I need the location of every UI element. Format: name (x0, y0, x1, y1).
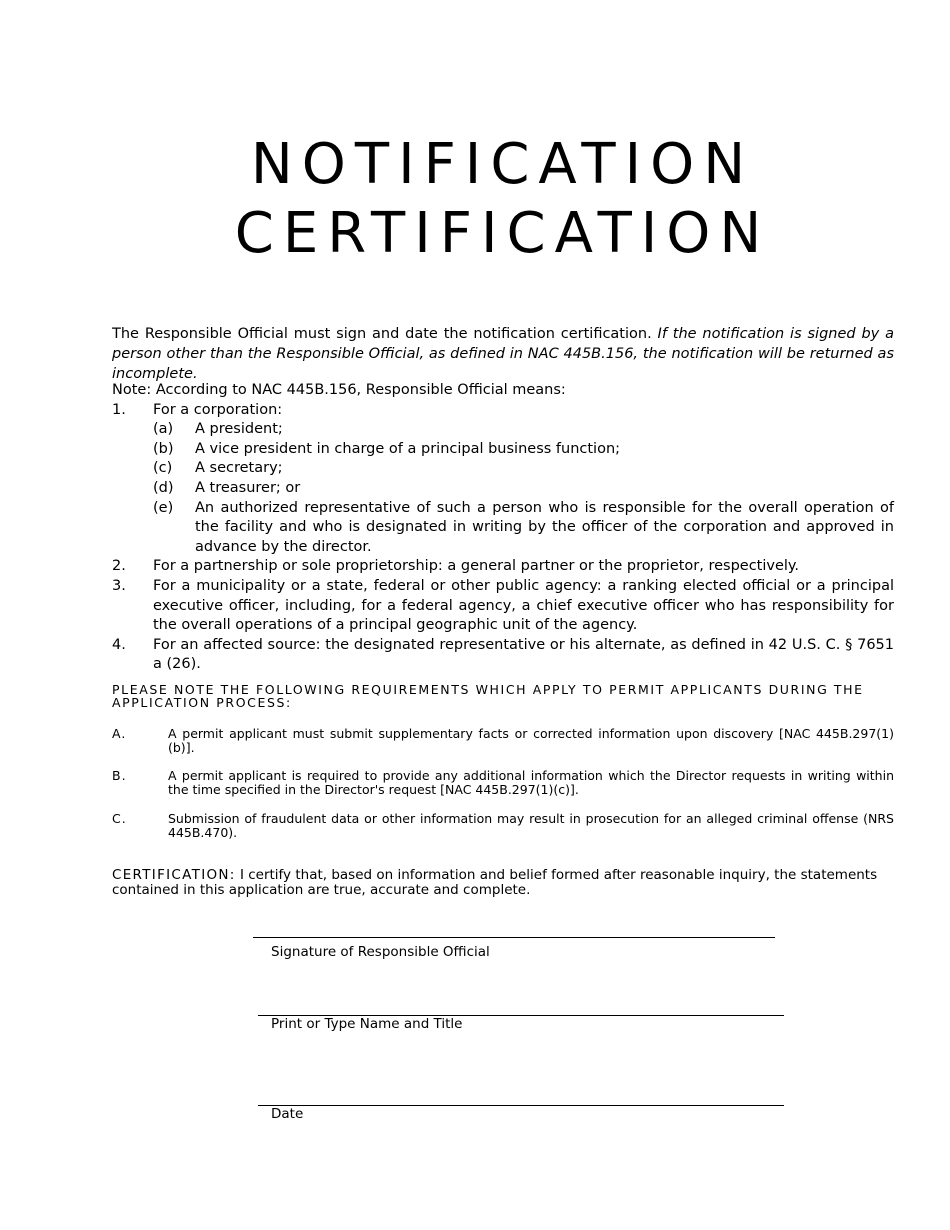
definition-subitem-e (153, 499, 894, 558)
definition-text: For a corporation: (153, 401, 283, 418)
definition-number: 2. (112, 558, 126, 575)
requirement-label: B. (112, 768, 127, 783)
intro-paragraph (112, 324, 894, 384)
requirement-label: C. (112, 811, 127, 826)
definition-number: 3. (112, 577, 126, 594)
note-heading: Note: According to NAC 445B.156, Responsible Official means: (112, 382, 566, 398)
definition-item-2 (112, 557, 894, 577)
definition-subitem-b (153, 440, 894, 460)
subitem-text: An authorized representative of such a person who is responsible for the overall operation of the facility and who is designated in writing by the officer of the corporation and approved in advance by the director. (195, 499, 894, 555)
subitem-letter: (c) (153, 460, 173, 477)
requirement-label: A. (112, 726, 127, 741)
subitem-letter: (b) (153, 440, 174, 457)
signature-line[interactable] (253, 937, 775, 938)
definition-text: For a partnership or sole proprietorship: a general partner or the proprietor, respectively. (153, 558, 800, 575)
name-title-label: Print or Type Name and Title (271, 1016, 463, 1032)
requirement-text: A permit applicant must submit supplementary facts or corrected information upon discovery [NAC 445B.297(1)(b)]. (168, 726, 894, 755)
definition-number: 1. (112, 401, 126, 418)
requirement-item-a (112, 727, 894, 755)
intro-plain-text: The Responsible Official must sign and date the notification certification. (112, 326, 658, 342)
requirement-item-c (112, 812, 894, 840)
subitem-text: A secretary; (195, 460, 283, 477)
subitem-letter: (e) (153, 499, 174, 516)
certification-statement (112, 868, 902, 898)
definition-subitem-d (153, 479, 894, 499)
definition-number: 4. (112, 636, 126, 653)
responsible-official-definition (112, 381, 894, 675)
definition-item-1 (112, 401, 894, 421)
definition-subitem-a (153, 420, 894, 440)
subitem-letter: (d) (153, 479, 174, 496)
signature-label: Signature of Responsible Official (271, 944, 490, 960)
requirement-text: Submission of fraudulent data or other information may result in prosecution for an alleged criminal offense (NRS 445B.470). (168, 811, 894, 840)
definition-text: For a municipality or a state, federal or other public agency: a ranking elected official or a principal executive officer, including, for a federal agency, a chief executive officer who has responsibility for the overall operations of a principal geographic unit of the agency. (153, 577, 894, 634)
definition-subitem-c (153, 459, 894, 479)
date-label: Date (271, 1106, 304, 1122)
requirement-text: A permit applicant is required to provide any additional information which the Director requests in writing within the time specified in the Director's request [NAC 445B.297(1)(c)]. (168, 768, 894, 797)
page-title-line1: NOTIFICATION (250, 132, 755, 197)
subitem-letter: (a) (153, 421, 174, 438)
subitem-text: A treasurer; or (195, 479, 301, 496)
requirement-item-b (112, 769, 894, 797)
requirements-heading: PLEASE NOTE THE FOLLOWING REQUIREMENTS WHICH APPLY TO PERMIT APPLICANTS DURING THE APPLICATION PROCESS: (112, 682, 864, 710)
definition-item-4 (112, 636, 894, 675)
definition-item-3 (112, 577, 894, 636)
intro-italic-warning: If the notification is signed by a person other than the Responsible Official, as defined in NAC 445B.156, the notification will be returned as incomplete. (112, 326, 894, 382)
subitem-text: A vice president in charge of a principal business function; (195, 440, 621, 457)
certification-text: I certify that, based on information and belief formed after reasonable inquiry, the statements contained in this application are true, accurate and complete. (112, 867, 878, 898)
date-line[interactable] (258, 1105, 784, 1106)
subitem-text: A president; (195, 421, 283, 438)
definition-text: For an affected source: the designated representative or his alternate, as defined in 42 U.S. C. § 7651 a (26). (153, 636, 894, 673)
page-title-line2: CERTIFICATION (234, 201, 771, 266)
certification-label: CERTIFICATION: (112, 867, 236, 883)
